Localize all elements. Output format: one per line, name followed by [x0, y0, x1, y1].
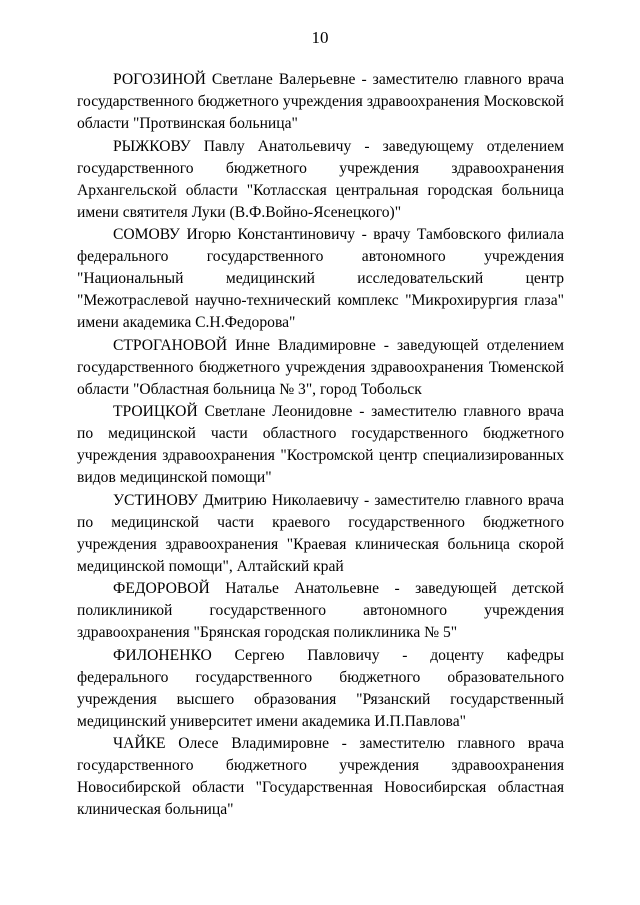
- list-item: ФИЛОНЕНКО Сергею Павловичу - доценту кафедры федерального государственного бюджетного образовательного учреждения высшего образования "Рязанский государственный медицинский университет имени академика И.П.Павлова": [77, 646, 564, 730]
- list-item: ФЕДОРОВОЙ Наталье Анатольевне - заведующей детской поликлиникой государственного автономного учреждения здравоохранения "Брянская городская поликлиника № 5": [77, 580, 564, 641]
- list-item: УСТИНОВУ Дмитрию Николаевичу - заместителю главного врача по медицинской части краевого государственного бюджетного учреждения здравоохранения "Краевая клиническая больница скорой медицинской помощи", Алтайский край: [77, 491, 564, 575]
- page-number: 10: [311, 28, 329, 47]
- award-list: [77, 69, 564, 821]
- list-item: ЧАЙКЕ Олесе Владимировне - заместителю главного врача государственного бюджетного учреждения здравоохранения Новосибирской области "Государственная Новосибирская областная клиническая больница": [77, 735, 564, 818]
- list-item: СТРОГАНОВОЙ Инне Владимировне - заведующей отделением государственного бюджетного учреждения здравоохранения Тюменской области "Областная больница № 3", город Тобольск: [77, 336, 564, 398]
- list-item: ТРОИЦКОЙ Светлане Леонидовне - заместителю главного врача по медицинской части областного государственного бюджетного учреждения здравоохранения "Костромской центр специализированных видов медицинской помощи": [77, 403, 564, 486]
- list-item: РОГОЗИНОЙ Светлане Валерьевне - заместителю главного врача государственного бюджетного учреждения здравоохранения Московской области "Протвинская больница": [77, 71, 564, 132]
- list-item: СОМОВУ Игорю Константиновичу - врачу Тамбовского филиала федерального государственного автономного учреждения "Национальный медицинский исследовательский центр "Межотраслевой научно-технический комплекс "Микрохирургия глаза" имени академика С.Н.Федорова": [77, 226, 564, 331]
- list-item: РЫЖКОВУ Павлу Анатольевичу - заведующему отделением государственного бюджетного учреждения здравоохранения Архангельской области "Котласская центральная городская больница имени святителя Луки (В.Ф.Войно-Ясенецкого)": [77, 137, 564, 221]
